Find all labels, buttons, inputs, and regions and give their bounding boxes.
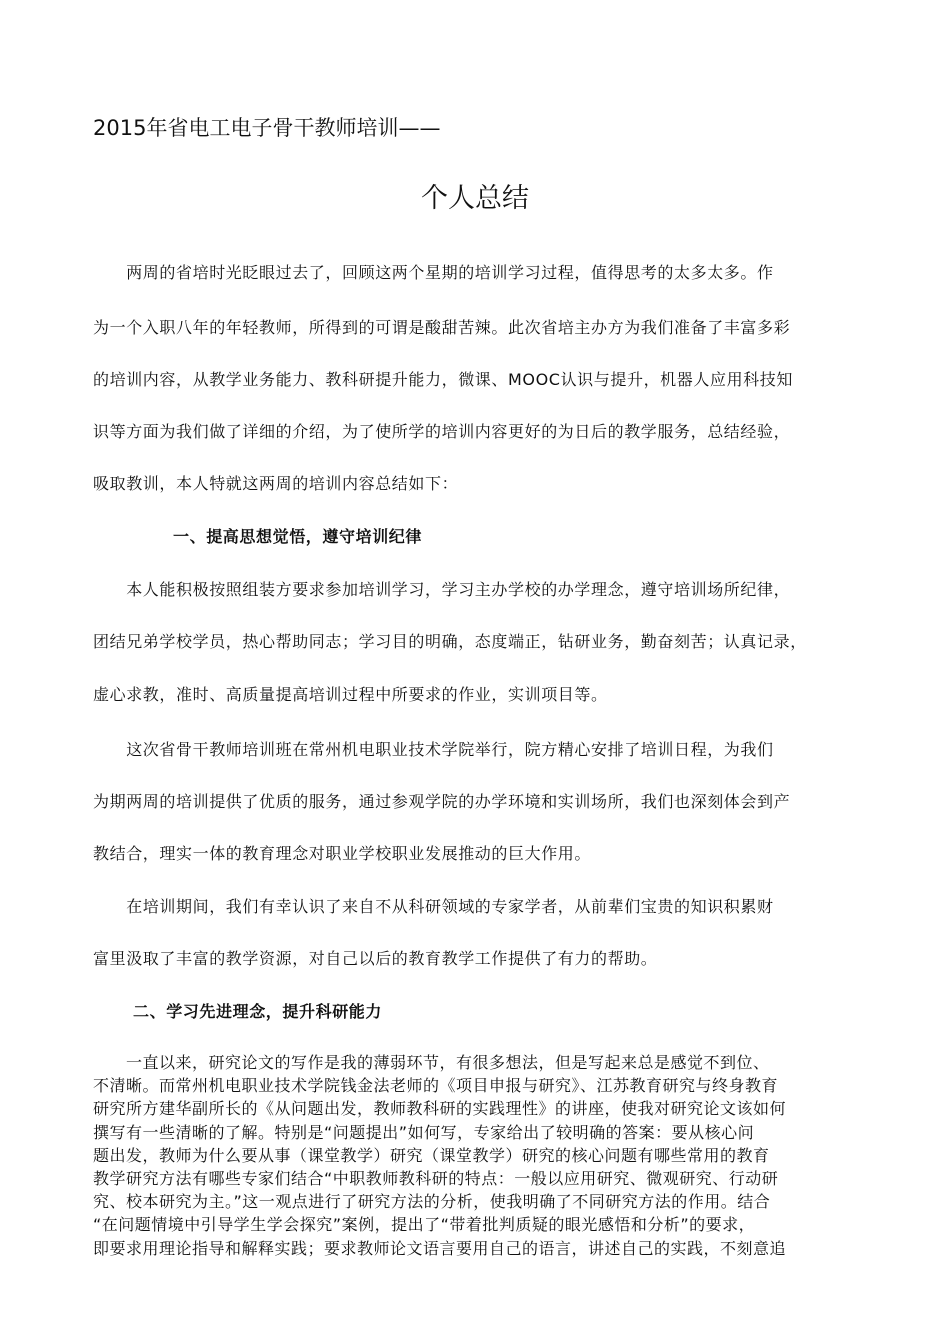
- intro-line: 的培训内容，从教学业务能力、教科研提升能力，微课、MOOC认识与提升，机器人应用科技知: [93, 370, 793, 389]
- s2-para1-line: 即要求用理论指导和解释实践；要求教师论文语言要用自己的语言，讲述自己的实践，不刻意追: [93, 1238, 787, 1258]
- s1-para1-line: 虚心求教，准时、高质量提高培训过程中所要求的作业，实训项目等。: [93, 685, 608, 704]
- s2-paragraph: [93, 1051, 863, 1260]
- s2-para1-line: “在问题情境中引导学生学会探究”案例，提出了“带着批判质疑的眼光感悟和分析”的要求，: [93, 1215, 756, 1235]
- document-title-line1: 2015年省电工电子骨干教师培训——: [93, 116, 441, 140]
- s1-para1-line: 本人能积极按照组装方要求参加培训学习，学习主办学校的办学理念，遵守培训场所纪律，: [93, 580, 791, 599]
- s1-para2-line: 为期两周的培训提供了优质的服务，通过参观学院的办学环境和实训场所，我们也深刻体会到产: [93, 792, 791, 811]
- s2-para1-line: 究、校本研究为主。”这一观点进行了研究方法的分析，使我明确了不同研究方法的作用。结合: [93, 1192, 771, 1212]
- intro-line: 吸取教训，本人特就这两周的培训内容总结如下：: [93, 474, 459, 493]
- s2-para1-line: 题出发，教师为什么要从事（课堂教学）研究（课堂教学）研究的核心问题有哪些常用的教育: [93, 1145, 770, 1165]
- section2-heading: 二、学习先进理念，提升科研能力: [133, 1002, 383, 1021]
- s1-para2-line: 教结合，理实一体的教育理念对职业学校职业发展推动的巨大作用。: [93, 844, 592, 863]
- s1-para1-line: 团结兄弟学校学员，热心帮助同志；学习目的明确，态度端正，钻研业务，勤奋刻苦；认真记录，: [93, 632, 807, 651]
- intro-line: 识等方面为我们做了详细的介绍，为了使所学的培训内容更好的为日后的教学服务，总结经验，: [93, 422, 791, 441]
- s1-para3-line: 在培训期间，我们有幸认识了来自不从科研领域的专家学者，从前辈们宝贵的知识积累财: [93, 897, 774, 916]
- document-title-line2: 个人总结: [421, 183, 529, 214]
- section1-heading: 一、提高思想觉悟，遵守培训纪律: [173, 527, 423, 546]
- s2-para1-line: 研究所方建华副所长的《从问题出发，教师教科研的实践理性》的讲座，使我对研究论文该如何: [93, 1099, 787, 1119]
- intro-line: 两周的省培时光眨眼过去了，回顾这两个星期的培训学习过程，值得思考的太多太多。作: [93, 263, 774, 282]
- s2-para1-line: 一直以来，研究论文的写作是我的薄弱环节，有很多想法，但是写起来总是感觉不到位、: [93, 1053, 770, 1072]
- s2-para1-line: 教学研究方法有哪些专家们结合“中职教师教科研的特点：一般以应用研究、微观研究、行动研: [93, 1169, 779, 1189]
- s1-para3-line: 富里汲取了丰富的教学资源，对自己以后的教育教学工作提供了有力的帮助。: [93, 949, 658, 968]
- s1-para2-line: 这次省骨干教师培训班在常州机电职业技术学院举行，院方精心安排了培训日程，为我们: [93, 740, 774, 759]
- s2-para1-line: 不清晰。而常州机电职业技术学院钱金法老师的《项目申报与研究》、江苏教育研究与终身教育: [93, 1076, 779, 1096]
- intro-line: 为一个入职八年的年轻教师，所得到的可谓是酸甜苦辣。此次省培主办方为我们准备了丰富多彩: [93, 318, 791, 337]
- s2-para1-line: 撰写有一些清晰的了解。特别是“问题提出”如何写，专家给出了较明确的答案：要从核心问: [93, 1122, 755, 1142]
